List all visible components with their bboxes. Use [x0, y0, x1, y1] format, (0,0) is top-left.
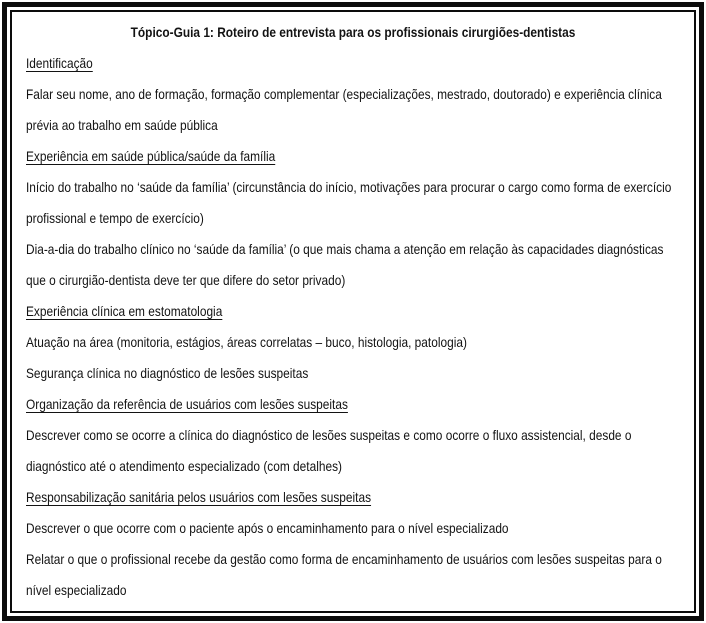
guide-item: Relatar o que o profissional recebe da gestão como forma de encaminhamento de usuários com lesões suspeitas para o nível especializado — [26, 551, 662, 598]
guide-item: Falar seu nome, ano de formação, formação complementar (especializações, mestrado, doutorado) e experiência clínica prévia ao trabalho em saúde pública — [26, 86, 662, 133]
section-heading-organizacao-referencia: Organização da referência de usuários com lesões suspeitas — [26, 396, 348, 412]
guide-item: Dia-a-dia do trabalho clínico no ‘saúde da família’ (o que mais chama a atenção em relação às capacidades diagnósticas que o cirurgião-dentista deve ter que difere do setor privado) — [26, 241, 664, 288]
topic-guide-table-frame — [2, 2, 704, 621]
guide-item: Segurança clínica no diagnóstico de lesões suspeitas — [26, 365, 309, 381]
guide-item: Descrever como se ocorre a clínica do diagnóstico de lesões suspeitas e como ocorre o fluxo assistencial, desde o diagnóstico até o atendimento especializado (com detalhes) — [26, 427, 632, 474]
guide-item: Início do trabalho no ‘saúde da família’ (circunstância do início, motivações para procurar o cargo como forma de exercício profissional e tempo de exercício) — [26, 179, 672, 226]
section-heading-identificacao: Identificação — [26, 55, 93, 71]
table-title: Tópico-Guia 1: Roteiro de entrevista para os profissionais cirurgiões-dentistas — [130, 24, 576, 40]
section-heading-responsabilizacao-sanitaria: Responsabilização sanitária pelos usuários com lesões suspeitas — [26, 489, 372, 505]
section-heading-experiencia-clinica-estomatologia: Experiência clínica em estomatologia — [26, 303, 223, 319]
topic-guide-content — [26, 17, 680, 606]
guide-item: Atuação na área (monitoria, estágios, áreas correlatas – buco, histologia, patologia) — [26, 334, 467, 350]
topic-guide-table — [10, 10, 696, 613]
guide-item: Descrever o que ocorre com o paciente após o encaminhamento para o nível especializado — [26, 520, 509, 536]
section-heading-experiencia-saude-publica: Experiência em saúde pública/saúde da família — [26, 148, 276, 164]
